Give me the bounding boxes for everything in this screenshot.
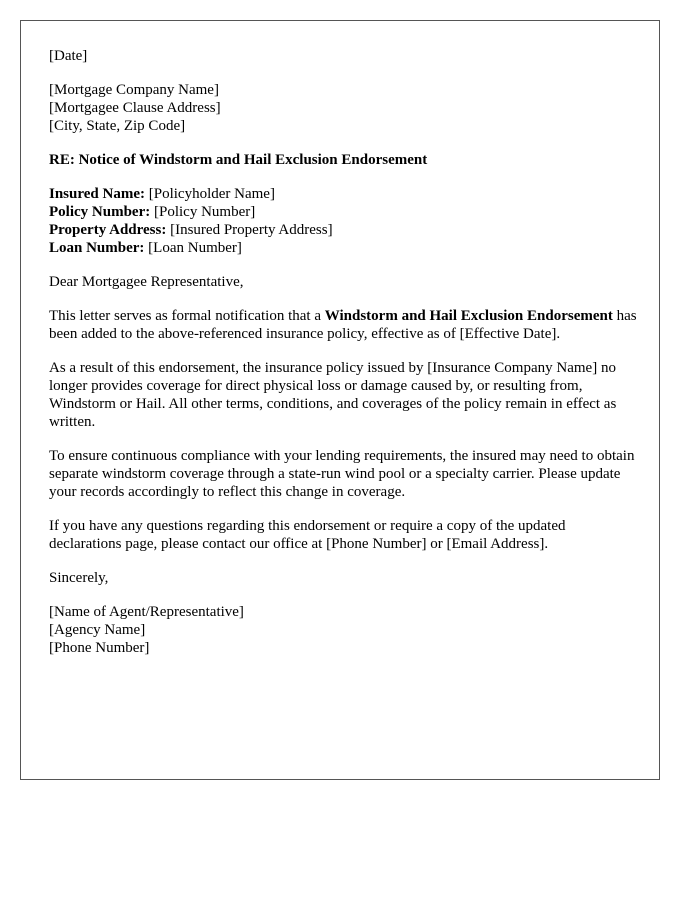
policy-details [49, 185, 639, 257]
detail-label: Loan Number: [49, 240, 145, 256]
letter-body [49, 47, 639, 673]
letter-date: [Date] [49, 48, 88, 64]
salutation: Dear Mortgagee Representative, [49, 274, 244, 290]
detail-label: Policy Number: [49, 204, 151, 220]
subject-line: RE: Notice of Windstorm and Hail Exclusion Endorsement [49, 152, 428, 168]
paragraph-notification [49, 307, 639, 343]
detail-label: Property Address: [49, 222, 167, 238]
endorsement-name: Windstorm and Hail Exclusion Endorsement [324, 308, 613, 324]
paragraph-coverage-change: As a result of this endorsement, the insurance policy issued by [Insurance Company Name] no longer provides coverage for direct physical loss or damage caused by, or resulting from, Windstorm or Hail. All other terms, conditions, and coverages of the policy remain in effect as written. [49, 360, 617, 430]
detail-value: [Loan Number] [144, 240, 242, 256]
paragraph-contact: If you have any questions regarding this endorsement or require a copy of the updated declarations page, please contact our office at [Phone Number] or [Email Address]. [49, 518, 566, 552]
signature-block [49, 603, 639, 657]
recipient-city: [City, State, Zip Code] [49, 118, 186, 134]
detail-value: [Insured Property Address] [166, 222, 333, 238]
detail-property-address [49, 221, 639, 239]
signature-name: [Name of Agent/Representative] [49, 604, 244, 620]
signature-phone: [Phone Number] [49, 640, 150, 656]
detail-label: Insured Name: [49, 186, 145, 202]
detail-loan-number [49, 239, 639, 257]
detail-policy-number [49, 203, 639, 221]
signature-agency: [Agency Name] [49, 622, 146, 638]
paragraph-text: has been added to the above-referenced insurance policy, effective as of [Effective Date]. [49, 308, 637, 342]
detail-value: [Policy Number] [150, 204, 256, 220]
recipient-company: [Mortgage Company Name] [49, 82, 219, 98]
recipient-address [49, 81, 639, 135]
detail-value: [Policyholder Name] [144, 186, 275, 202]
detail-insured-name [49, 185, 639, 203]
paragraph-text: This letter serves as formal notification that a [49, 308, 325, 324]
recipient-street: [Mortgagee Clause Address] [49, 100, 221, 116]
closing: Sincerely, [49, 570, 109, 586]
paragraph-compliance: To ensure continuous compliance with your lending requirements, the insured may need to obtain separate windstorm coverage through a state-run wind pool or a specialty carrier. Please update your records accordingly to reflect this change in coverage. [49, 448, 635, 500]
